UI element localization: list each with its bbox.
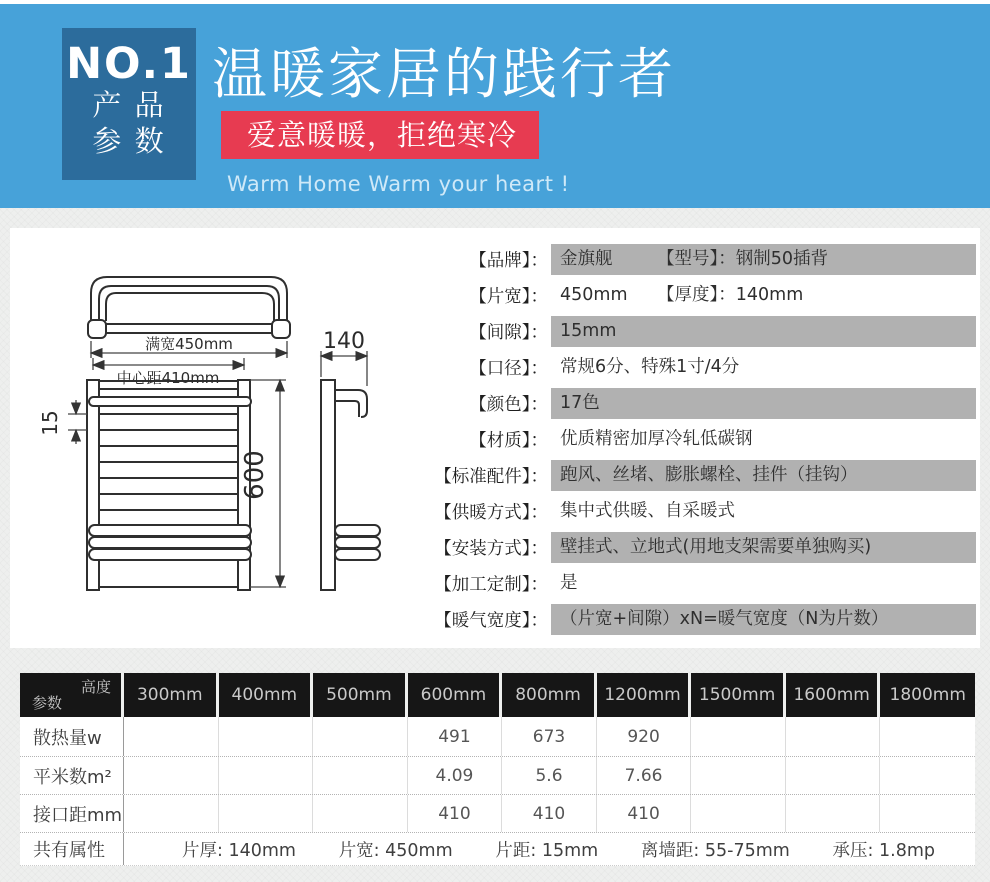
badge-line-params: 参 数 [92,124,166,159]
spec-row-brand [428,244,976,275]
spec-value: 壁挂式、立地式(用地支架需要单独购买) [551,532,976,563]
spec-label: 【颜色】： [469,395,548,415]
spec-label: 【标准配件】： [434,467,548,487]
spec-label: 【材质】： [469,431,548,451]
model-label: 【型号】： [657,249,736,269]
row-label: 散热量w [20,717,124,756]
common-item-pressure: 承压: 1.8mp [832,840,935,861]
common-item-width: 片宽: 450mm [338,840,453,861]
spec-label: 【品牌】： [469,251,548,271]
table-cell: 491 [408,717,503,756]
row-label: 接口距mm [20,795,124,832]
spec-label: 【间隙】： [469,323,548,343]
table-col-header: 500mm [313,673,408,717]
corner-label-param: 参数 [32,694,63,712]
table-cell [313,757,408,794]
table-cell: 410 [502,795,597,832]
spec-row-accessories [428,460,976,491]
table-row-square-meters [20,757,975,795]
no1-badge [62,28,196,180]
thickness-label: 【厚度】： [657,285,736,305]
row-label: 共有属性 [20,833,124,865]
spec-value: 是 [560,573,578,593]
table-col-header: 600mm [408,673,503,717]
badge-line-product: 产 品 [92,88,166,123]
slogan-banner: 爱意暖暖，拒绝寒冷 [221,111,539,159]
spec-value: 跑风、丝堵、膨胀螺栓、挂件（挂钩） [551,460,976,491]
model-value: 钢制50插背 [735,249,829,269]
table-corner-cell [20,673,124,717]
spec-row-color [428,388,976,419]
spec-label: 【加工定制】： [434,575,548,595]
table-cell [691,795,786,832]
table-cell [691,757,786,794]
dim-gap: 15 [38,410,62,436]
table-cell [880,795,975,832]
table-cell [786,757,881,794]
table-cell [786,717,881,756]
spec-row-clearance [428,316,976,347]
spec-label: 【安装方式】： [434,539,548,559]
product-diagram [28,253,398,621]
table-cell [219,757,314,794]
table-col-header: 1800mm [880,673,975,717]
parameter-table [20,673,975,866]
dim-depth: 140 [323,329,365,354]
table-row-port-distance [20,795,975,833]
spec-row-heating-mode [428,496,976,527]
corner-label-height: 高度 [80,678,111,696]
row-label: 平米数m² [20,757,124,794]
table-col-header: 1600mm [786,673,881,717]
english-subtitle: Warm Home Warm your heart ! [227,172,570,196]
table-cell [786,795,881,832]
spec-row-customization [428,568,976,599]
table-cell: 410 [408,795,503,832]
common-item-wall-distance: 离墙距: 55-75mm [640,840,790,861]
table-col-header: 800mm [502,673,597,717]
spec-panel [10,228,980,648]
thickness-value: 140mm [735,285,804,305]
spec-value: 优质精密加厚冷轧低碳钢 [560,429,753,449]
spec-label: 【片宽】： [469,287,548,307]
spec-value: 集中式供暖、自采暖式 [560,501,735,521]
common-item-thickness: 片厚: 140mm [182,840,296,861]
table-col-header: 400mm [219,673,314,717]
table-cell: 4.09 [408,757,503,794]
dim-center-distance: 中心距410mm [116,369,220,387]
header-banner [0,4,990,208]
common-attributes [124,833,975,865]
spec-row-radiator-width [428,604,976,635]
spec-row-width [428,280,976,311]
front-view [87,277,290,590]
table-cell [219,717,314,756]
table-cell [313,795,408,832]
spec-value [551,280,976,311]
badge-no1-text: NO.1 [66,39,192,89]
width-value: 450mm [560,285,628,305]
table-cell [219,795,314,832]
table-cell [880,757,975,794]
spec-value [551,244,976,275]
table-cell: 7.66 [597,757,692,794]
dim-height: 600 [240,450,270,500]
spec-value: 17色 [551,388,976,419]
spec-value: 常规6分、特殊1寸/4分 [560,357,740,377]
common-item-pitch: 片距: 15mm [495,840,599,861]
spec-label: 【暖气宽度】： [434,611,548,631]
table-cell: 920 [597,717,692,756]
spec-list [428,244,976,640]
spec-row-caliber [428,352,976,383]
table-col-header: 300mm [124,673,219,717]
table-col-header: 1500mm [691,673,786,717]
table-cell: 5.6 [502,757,597,794]
dim-full-width: 满宽450mm [145,335,233,353]
page-title: 温暖家居的践行者 [212,42,677,106]
spec-value: 15mm [551,316,976,347]
spec-label: 【口径】： [469,359,548,379]
table-row-heat-output [20,717,975,757]
table-cell [124,795,219,832]
table-cell: 673 [502,717,597,756]
table-cell [124,757,219,794]
table-cell [313,717,408,756]
table-cell [124,717,219,756]
table-cell [691,717,786,756]
side-view [321,380,380,590]
brand-value: 金旗舰 [560,249,613,269]
spec-label: 【供暖方式】： [434,503,548,523]
table-header-row [20,673,975,717]
spec-row-material [428,424,976,455]
table-col-header: 1200mm [597,673,692,717]
spec-value: （片宽+间隙）xN=暖气宽度（N为片数） [551,604,976,635]
table-row-common-attributes [20,833,975,866]
spec-row-install-mode [428,532,976,563]
table-cell [880,717,975,756]
table-cell: 410 [597,795,692,832]
